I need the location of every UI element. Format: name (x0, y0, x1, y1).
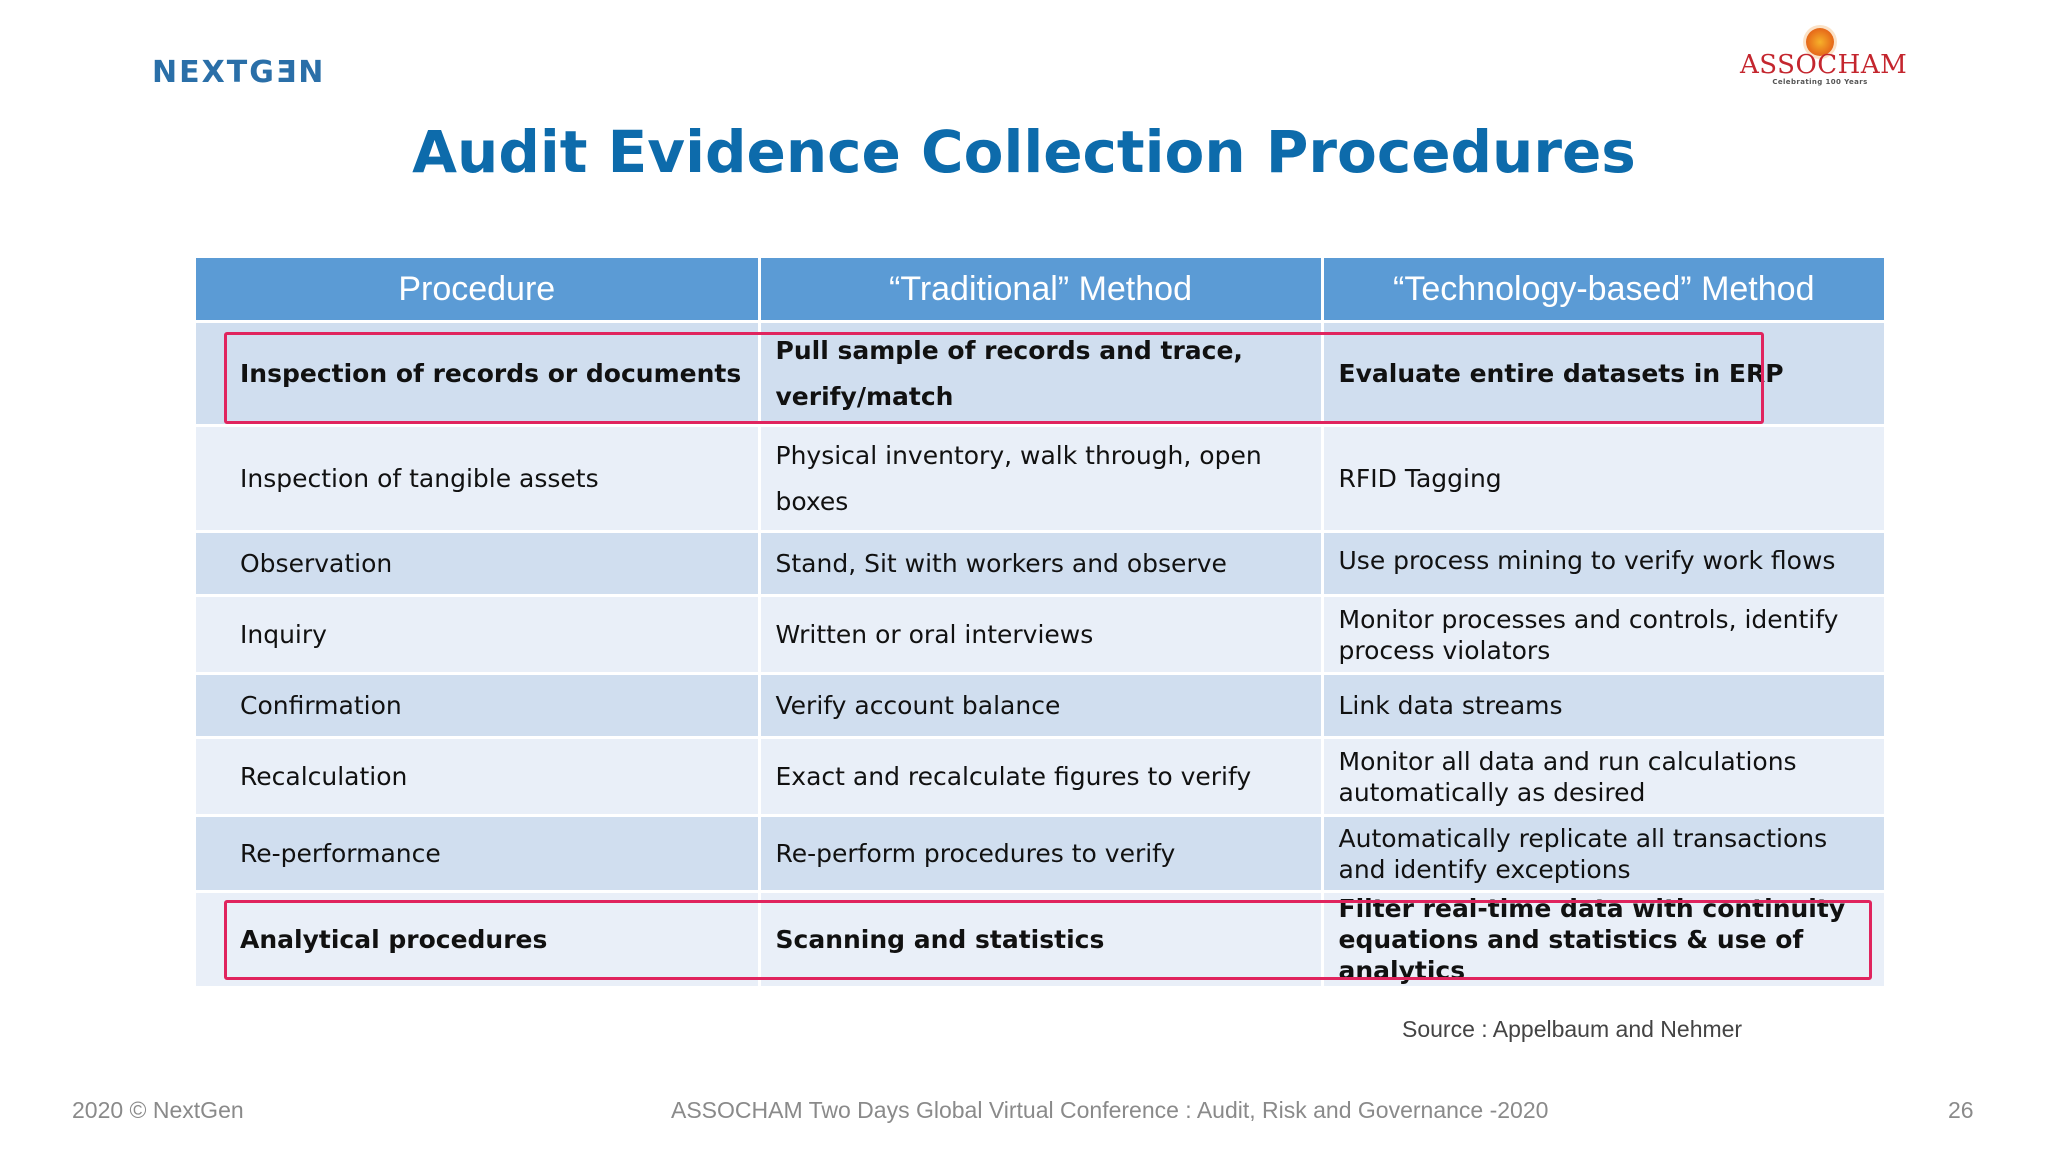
technology-cell: RFID Tagging (1322, 426, 1884, 532)
page-number: 26 (1948, 1097, 1974, 1123)
technology-cell: Monitor all data and run calculations automatically as desired (1322, 738, 1884, 816)
footer-conference: ASSOCHAM Two Days Global Virtual Conference : Audit, Risk and Governance -2020 (671, 1097, 1549, 1123)
technology-cell: Automatically replicate all transactions and identify exceptions (1322, 816, 1884, 892)
technology-cell: Monitor processes and controls, identify process violators (1322, 596, 1884, 674)
column-header-traditional: “Traditional” Method (759, 258, 1322, 322)
table-row (196, 596, 1884, 674)
procedure-cell: Observation (196, 532, 759, 596)
table-row (196, 892, 1884, 987)
footer-copyright: 2020 © NextGen (72, 1097, 244, 1123)
traditional-cell: Physical inventory, walk through, open boxes (759, 426, 1322, 532)
traditional-cell: Stand, Sit with workers and observe (759, 532, 1322, 596)
assocham-logo-tagline: Celebrating 100 Years (1772, 78, 1868, 86)
table-row (196, 674, 1884, 738)
procedure-cell: Inspection of tangible assets (196, 426, 759, 532)
traditional-cell: Re-perform procedures to verify (759, 816, 1322, 892)
procedures-table (196, 258, 1884, 986)
column-header-procedure: Procedure (196, 258, 759, 322)
assocham-logo (1740, 28, 1908, 98)
traditional-cell: Pull sample of records and trace, verify/match (759, 322, 1322, 426)
nextgen-logo: NEXTGƎN (152, 55, 326, 90)
procedure-cell: Inquiry (196, 596, 759, 674)
table-row (196, 738, 1884, 816)
column-header-technology: “Technology-based” Method (1322, 258, 1884, 322)
traditional-cell: Scanning and statistics (759, 892, 1322, 987)
traditional-cell: Exact and recalculate figures to verify (759, 738, 1322, 816)
technology-cell: Evaluate entire datasets in ERP (1322, 322, 1884, 426)
procedure-cell: Inspection of records or documents (196, 322, 759, 426)
traditional-cell: Written or oral interviews (759, 596, 1322, 674)
technology-cell: Link data streams (1322, 674, 1884, 738)
slide-title: Audit Evidence Collection Procedures (412, 118, 1636, 186)
table-row (196, 426, 1884, 532)
table-row (196, 816, 1884, 892)
technology-cell: Filter real-time data with continuity equations and statistics & use of analytics (1322, 892, 1884, 987)
procedure-cell: Confirmation (196, 674, 759, 738)
procedure-cell: Analytical procedures (196, 892, 759, 987)
procedure-cell: Recalculation (196, 738, 759, 816)
table-row (196, 322, 1884, 426)
table-row (196, 532, 1884, 596)
technology-cell: Use process mining to verify work flows (1322, 532, 1884, 596)
table-header-row (196, 258, 1884, 322)
procedure-cell: Re-performance (196, 816, 759, 892)
assocham-logo-name: ASSOCHAM (1740, 50, 1908, 80)
source-note: Source : Appelbaum and Nehmer (1402, 1016, 1743, 1042)
traditional-cell: Verify account balance (759, 674, 1322, 738)
